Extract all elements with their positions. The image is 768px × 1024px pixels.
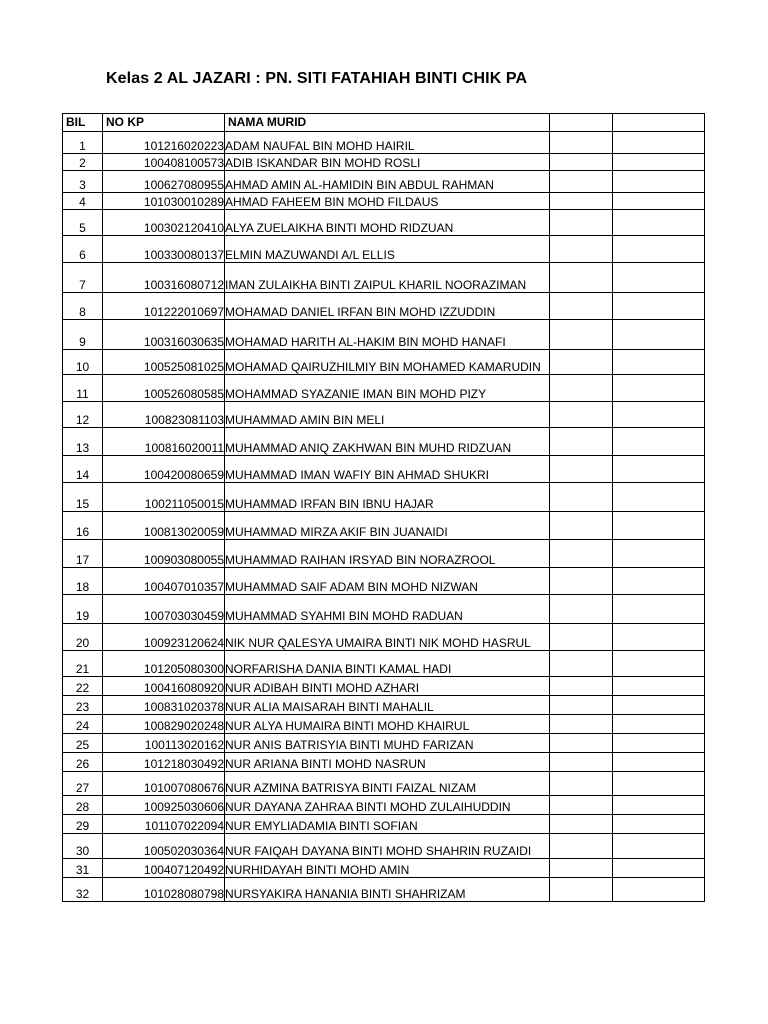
cell-nama-murid: MOHAMAD QAIRUZHILMIY BIN MOHAMED KAMARUDIN xyxy=(225,350,550,375)
table-row xyxy=(63,595,705,624)
cell-bil: 15 xyxy=(63,483,103,512)
cell-nama-murid: MOHAMMAD SYAZANIE IMAN BIN MOHD PIZY xyxy=(225,375,550,402)
cell-blank xyxy=(550,772,613,796)
cell-no-kp: 100502030364 xyxy=(103,834,225,859)
cell-blank xyxy=(550,568,613,595)
cell-no-kp: 100923120624 xyxy=(103,624,225,651)
table-row xyxy=(63,878,705,902)
cell-no-kp: 100407010357 xyxy=(103,568,225,595)
table-row xyxy=(63,132,705,154)
cell-bil: 14 xyxy=(63,456,103,483)
cell-blank xyxy=(550,483,613,512)
cell-bil: 2 xyxy=(63,154,103,171)
cell-no-kp: 100823081103 xyxy=(103,402,225,428)
cell-blank xyxy=(550,236,613,263)
cell-bil: 4 xyxy=(63,193,103,210)
cell-blank xyxy=(550,677,613,696)
cell-bil: 6 xyxy=(63,236,103,263)
cell-blank xyxy=(550,753,613,772)
cell-no-kp: 100416080920 xyxy=(103,677,225,696)
cell-blank xyxy=(613,263,705,293)
cell-bil: 25 xyxy=(63,734,103,753)
cell-bil: 19 xyxy=(63,595,103,624)
table-row xyxy=(63,483,705,512)
cell-bil: 31 xyxy=(63,859,103,878)
cell-no-kp: 100526080585 xyxy=(103,375,225,402)
cell-blank xyxy=(550,624,613,651)
cell-nama-murid: IMAN ZULAIKHA BINTI ZAIPUL KHARIL NOORAZIMAN xyxy=(225,263,550,293)
column-header-blank-1 xyxy=(550,114,613,132)
cell-nama-murid: MUHAMMAD SAIF ADAM BIN MOHD NIZWAN xyxy=(225,568,550,595)
cell-blank xyxy=(550,540,613,568)
cell-blank xyxy=(613,483,705,512)
cell-blank xyxy=(550,428,613,456)
cell-no-kp: 101030010289 xyxy=(103,193,225,210)
cell-blank xyxy=(613,878,705,902)
cell-nama-murid: NUR ANIS BATRISYIA BINTI MUHD FARIZAN xyxy=(225,734,550,753)
cell-blank xyxy=(613,171,705,193)
cell-blank xyxy=(550,193,613,210)
table-row xyxy=(63,834,705,859)
cell-blank xyxy=(613,428,705,456)
cell-blank xyxy=(613,834,705,859)
table-row xyxy=(63,171,705,193)
cell-no-kp: 100925030606 xyxy=(103,796,225,815)
cell-nama-murid: MUHAMMAD SYAHMI BIN MOHD RADUAN xyxy=(225,595,550,624)
cell-blank xyxy=(613,772,705,796)
cell-nama-murid: AHMAD AMIN AL-HAMIDIN BIN ABDUL RAHMAN xyxy=(225,171,550,193)
cell-no-kp: 101107022094 xyxy=(103,815,225,834)
cell-bil: 27 xyxy=(63,772,103,796)
cell-nama-murid: NUR AZMINA BATRISYA BINTI FAIZAL NIZAM xyxy=(225,772,550,796)
cell-no-kp: 100330080137 xyxy=(103,236,225,263)
cell-blank xyxy=(550,834,613,859)
cell-nama-murid: NURSYAKIRA HANANIA BINTI SHAHRIZAM xyxy=(225,878,550,902)
cell-blank xyxy=(550,651,613,677)
cell-bil: 3 xyxy=(63,171,103,193)
cell-nama-murid: ALYA ZUELAIKHA BINTI MOHD RIDZUAN xyxy=(225,210,550,236)
cell-blank xyxy=(613,236,705,263)
cell-no-kp: 101222010697 xyxy=(103,293,225,320)
cell-blank xyxy=(613,540,705,568)
cell-bil: 1 xyxy=(63,132,103,154)
table-row xyxy=(63,715,705,734)
cell-blank xyxy=(550,402,613,428)
cell-no-kp: 101218030492 xyxy=(103,753,225,772)
cell-blank xyxy=(550,320,613,350)
cell-no-kp: 100408100573 xyxy=(103,154,225,171)
table-row xyxy=(63,456,705,483)
table-row xyxy=(63,154,705,171)
cell-bil: 8 xyxy=(63,293,103,320)
cell-nama-murid: NUR ARIANA BINTI MOHD NASRUN xyxy=(225,753,550,772)
cell-no-kp: 100627080955 xyxy=(103,171,225,193)
cell-nama-murid: MUHAMMAD MIRZA AKIF BIN JUANAIDI xyxy=(225,512,550,540)
cell-bil: 10 xyxy=(63,350,103,375)
cell-bil: 18 xyxy=(63,568,103,595)
cell-blank xyxy=(613,320,705,350)
cell-nama-murid: NUR ALIA MAISARAH BINTI MAHALIL xyxy=(225,696,550,715)
cell-blank xyxy=(613,734,705,753)
cell-bil: 29 xyxy=(63,815,103,834)
cell-blank xyxy=(613,402,705,428)
cell-blank xyxy=(613,193,705,210)
table-row xyxy=(63,236,705,263)
cell-blank xyxy=(613,796,705,815)
cell-blank xyxy=(613,512,705,540)
cell-nama-murid: ELMIN MAZUWANDI A/L ELLIS xyxy=(225,236,550,263)
cell-nama-murid: NUR EMYLIADAMIA BINTI SOFIAN xyxy=(225,815,550,834)
cell-no-kp: 100420080659 xyxy=(103,456,225,483)
cell-nama-murid: MOHAMAD HARITH AL-HAKIM BIN MOHD HANAFI xyxy=(225,320,550,350)
cell-blank xyxy=(613,350,705,375)
cell-no-kp: 100113020162 xyxy=(103,734,225,753)
cell-blank xyxy=(613,753,705,772)
cell-no-kp: 100302120410 xyxy=(103,210,225,236)
table-row xyxy=(63,696,705,715)
cell-blank xyxy=(613,595,705,624)
cell-blank xyxy=(550,132,613,154)
cell-blank xyxy=(550,210,613,236)
cell-blank xyxy=(550,456,613,483)
cell-no-kp: 100407120492 xyxy=(103,859,225,878)
cell-no-kp: 101007080676 xyxy=(103,772,225,796)
table-row xyxy=(63,428,705,456)
cell-blank xyxy=(613,651,705,677)
column-header-blank-2 xyxy=(613,114,705,132)
cell-no-kp: 101216020223 xyxy=(103,132,225,154)
column-header-no-kp: NO KP xyxy=(103,114,225,132)
table-row xyxy=(63,568,705,595)
cell-nama-murid: MOHAMAD DANIEL IRFAN BIN MOHD IZZUDDIN xyxy=(225,293,550,320)
table-row xyxy=(63,402,705,428)
cell-blank xyxy=(613,293,705,320)
cell-blank xyxy=(550,263,613,293)
cell-blank xyxy=(550,293,613,320)
cell-nama-murid: ADIB ISKANDAR BIN MOHD ROSLI xyxy=(225,154,550,171)
table-row xyxy=(63,540,705,568)
cell-no-kp: 100831020378 xyxy=(103,696,225,715)
cell-blank xyxy=(550,171,613,193)
cell-blank xyxy=(613,624,705,651)
cell-blank xyxy=(550,595,613,624)
table-row xyxy=(63,624,705,651)
table-row xyxy=(63,734,705,753)
cell-bil: 12 xyxy=(63,402,103,428)
student-table xyxy=(62,113,705,902)
cell-blank xyxy=(613,132,705,154)
cell-bil: 16 xyxy=(63,512,103,540)
cell-nama-murid: NORFARISHA DANIA BINTI KAMAL HADI xyxy=(225,651,550,677)
cell-bil: 7 xyxy=(63,263,103,293)
table-row xyxy=(63,512,705,540)
table-row xyxy=(63,193,705,210)
cell-no-kp: 100703030459 xyxy=(103,595,225,624)
table-header-row xyxy=(63,114,705,132)
cell-nama-murid: MUHAMMAD RAIHAN IRSYAD BIN NORAZROOL xyxy=(225,540,550,568)
table-row xyxy=(63,263,705,293)
cell-blank xyxy=(550,512,613,540)
cell-bil: 5 xyxy=(63,210,103,236)
cell-no-kp: 100316080712 xyxy=(103,263,225,293)
cell-nama-murid: MUHAMMAD AMIN BIN MELI xyxy=(225,402,550,428)
table-row xyxy=(63,859,705,878)
cell-blank xyxy=(550,350,613,375)
cell-bil: 13 xyxy=(63,428,103,456)
cell-nama-murid: NUR FAIQAH DAYANA BINTI MOHD SHAHRIN RUZAIDI xyxy=(225,834,550,859)
cell-blank xyxy=(613,568,705,595)
cell-blank xyxy=(613,210,705,236)
cell-no-kp: 100816020011 xyxy=(103,428,225,456)
cell-blank xyxy=(613,375,705,402)
table-row xyxy=(63,651,705,677)
cell-bil: 20 xyxy=(63,624,103,651)
cell-blank xyxy=(550,734,613,753)
table-row xyxy=(63,815,705,834)
cell-nama-murid: NUR ADIBAH BINTI MOHD AZHARI xyxy=(225,677,550,696)
cell-bil: 21 xyxy=(63,651,103,677)
cell-bil: 17 xyxy=(63,540,103,568)
table-row xyxy=(63,350,705,375)
cell-nama-murid: AHMAD FAHEEM BIN MOHD FILDAUS xyxy=(225,193,550,210)
table-row xyxy=(63,375,705,402)
cell-blank xyxy=(613,696,705,715)
cell-blank xyxy=(613,715,705,734)
column-header-nama-murid: NAMA MURID xyxy=(225,114,550,132)
cell-blank xyxy=(613,154,705,171)
cell-blank xyxy=(550,796,613,815)
cell-blank xyxy=(613,456,705,483)
cell-bil: 30 xyxy=(63,834,103,859)
cell-nama-murid: MUHAMMAD IRFAN BIN IBNU HAJAR xyxy=(225,483,550,512)
cell-blank xyxy=(550,815,613,834)
table-row xyxy=(63,293,705,320)
cell-nama-murid: NUR ALYA HUMAIRA BINTI MOHD KHAIRUL xyxy=(225,715,550,734)
column-header-bil: BIL xyxy=(63,114,103,132)
cell-no-kp: 100525081025 xyxy=(103,350,225,375)
cell-blank xyxy=(550,715,613,734)
table-row xyxy=(63,677,705,696)
cell-bil: 28 xyxy=(63,796,103,815)
cell-no-kp: 100316030635 xyxy=(103,320,225,350)
table-row xyxy=(63,210,705,236)
cell-blank xyxy=(613,815,705,834)
cell-nama-murid: NURHIDAYAH BINTI MOHD AMIN xyxy=(225,859,550,878)
cell-nama-murid: NIK NUR QALESYA UMAIRA BINTI NIK MOHD HASRUL xyxy=(225,624,550,651)
cell-blank xyxy=(613,677,705,696)
cell-no-kp: 101028080798 xyxy=(103,878,225,902)
cell-bil: 11 xyxy=(63,375,103,402)
page-title: Kelas 2 AL JAZARI : PN. SITI FATAHIAH BINTI CHIK PA xyxy=(106,70,528,87)
cell-no-kp: 100813020059 xyxy=(103,512,225,540)
cell-bil: 24 xyxy=(63,715,103,734)
cell-blank xyxy=(550,154,613,171)
cell-blank xyxy=(550,878,613,902)
cell-bil: 26 xyxy=(63,753,103,772)
cell-bil: 23 xyxy=(63,696,103,715)
cell-nama-murid: ADAM NAUFAL BIN MOHD HAIRIL xyxy=(225,132,550,154)
cell-bil: 22 xyxy=(63,677,103,696)
cell-nama-murid: MUHAMMAD ANIQ ZAKHWAN BIN MUHD RIDZUAN xyxy=(225,428,550,456)
table-row xyxy=(63,753,705,772)
cell-no-kp: 101205080300 xyxy=(103,651,225,677)
cell-blank xyxy=(550,859,613,878)
table-body xyxy=(63,132,705,902)
cell-nama-murid: MUHAMMAD IMAN WAFIY BIN AHMAD SHUKRI xyxy=(225,456,550,483)
cell-nama-murid: NUR DAYANA ZAHRAA BINTI MOHD ZULAIHUDDIN xyxy=(225,796,550,815)
cell-bil: 9 xyxy=(63,320,103,350)
cell-no-kp: 100903080055 xyxy=(103,540,225,568)
cell-bil: 32 xyxy=(63,878,103,902)
table-row xyxy=(63,796,705,815)
cell-no-kp: 100211050015 xyxy=(103,483,225,512)
cell-blank xyxy=(550,696,613,715)
table-row xyxy=(63,320,705,350)
cell-no-kp: 100829020248 xyxy=(103,715,225,734)
cell-blank xyxy=(550,375,613,402)
cell-blank xyxy=(613,859,705,878)
table-row xyxy=(63,772,705,796)
